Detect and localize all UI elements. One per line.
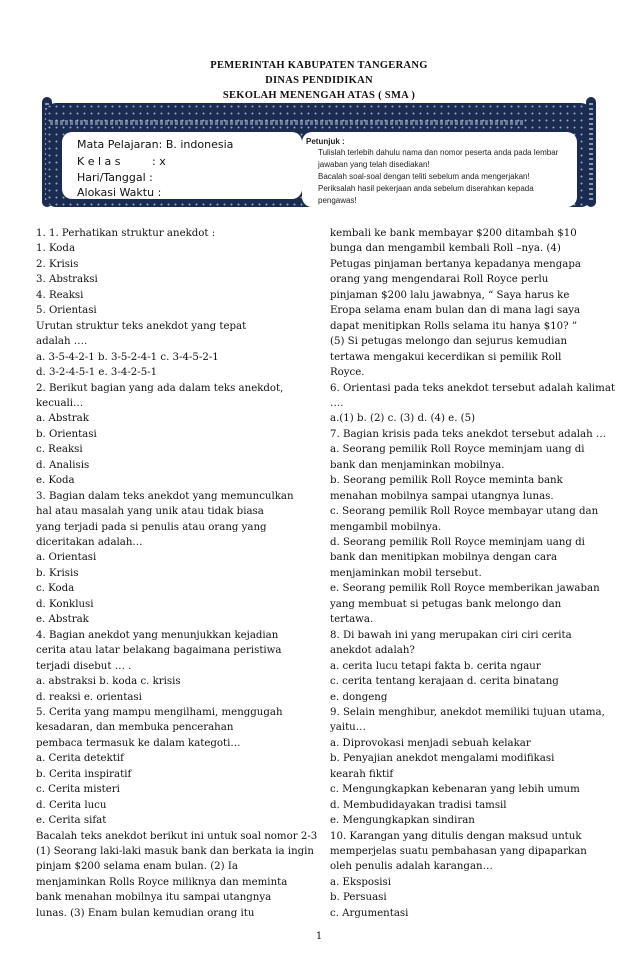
- text-line: c. Cerita misteri: [36, 784, 120, 796]
- text-line: d. Analisis: [36, 459, 90, 471]
- text-line: a. Eksposisi: [330, 876, 392, 888]
- text-line: b. Seorang pemilik Roll Royce meminta bank: [330, 475, 563, 487]
- text-line: Eropa selama enam bulan dan di mana lagi saya: [330, 305, 581, 317]
- text-line: c. cerita tentang kerajaan d. cerita binatang: [330, 676, 559, 688]
- text-line: d. Membudidayakan tradisi tamsil: [330, 799, 507, 811]
- text-line: pinjam $200 selama enam bulan. (2) Ia: [36, 861, 238, 873]
- time-allocation-label: Alokasi Waktu :: [77, 186, 162, 199]
- text-line: kembali ke bank membayar $200 ditambah $10: [330, 228, 577, 239]
- text-line: e. Mengungkapkan sindiran: [330, 815, 475, 827]
- class-label: K e l a s: [77, 155, 121, 168]
- text-line: kecuali…: [36, 397, 84, 409]
- text-line: anekdot adalah?: [330, 645, 415, 657]
- text-line: e. Koda: [36, 475, 75, 487]
- text-line: Urutan struktur teks anekdot yang tepat: [36, 320, 247, 332]
- text-line: d. Seorang pemilik Roll Royce meminjam uang di: [330, 537, 585, 548]
- text-line: menjaminkan Rolls Royce miliknya dan meminta: [36, 876, 288, 888]
- text-line: Bacalah teks anekdot berikut ini untuk soal nomor 2-3: [36, 830, 318, 842]
- text-line: memperjelas suatu pembahasan yang dipaparkan: [330, 846, 587, 857]
- text-line: bank menahan mobilnya itu sampai utangnya: [36, 892, 272, 904]
- text-line: menjaminkan mobil tersebut.: [330, 567, 482, 579]
- text-line: a. Abstrak: [36, 413, 89, 425]
- text-line: (5) Si petugas melongo dan sejurus kemudian: [330, 336, 568, 348]
- instruction-line: Tulislah terlebih dahulu nama dan nomor peserta anda pada lembar: [318, 148, 559, 157]
- text-line: yaitu…: [330, 722, 366, 734]
- text-line: b. Krisis: [36, 567, 79, 579]
- text-line: orang yang mengendarai Roll Royce perlu: [330, 274, 549, 286]
- text-line: c. Reaksi: [36, 444, 83, 456]
- text-line: 9. Selain menghibur, anekdot memiliki tujuan utama,: [330, 706, 605, 718]
- text-line: 2. Krisis: [36, 258, 79, 270]
- text-line: d. 3-2-4-5-1 e. 3-4-2-5-1: [36, 367, 158, 379]
- instructions-title: Petunjuk :: [306, 137, 345, 146]
- text-line: 4. Bagian anekdot yang menunjukkan kejadian: [36, 629, 279, 641]
- text-line: adalah ….: [36, 336, 88, 348]
- text-line: d. reaksi e. orientasi: [36, 691, 142, 703]
- page-number: 1: [315, 931, 323, 942]
- date-label: Hari/Tanggal :: [77, 171, 153, 184]
- text-line: c. Mengungkapkan kebenaran yang lebih umum: [330, 784, 580, 796]
- text-line: Royce.: [330, 367, 365, 379]
- text-line: b. Orientasi: [36, 428, 97, 440]
- text-line: yang membuat si petugas bank melongo dan: [330, 598, 562, 610]
- text-line: bunga dan mengambil kembali Roll –nya. (4): [330, 243, 561, 255]
- text-line: b. Cerita inspiratif: [36, 768, 132, 780]
- text-line: 10. Karangan yang ditulis dengan maksud untuk: [330, 830, 582, 842]
- text-line: yang terjadi pada si penulis atau orang yang: [36, 521, 267, 533]
- text-line: a.(1) b. (2) c. (3) d. (4) e. (5): [330, 413, 476, 425]
- text-line: bank dan menitipkan mobilnya dengan cara: [330, 552, 558, 564]
- text-line: pembaca termasuk ke dalam kategoti…: [36, 737, 241, 749]
- text-line: kesadaran, dan membuka pencerahan: [36, 722, 234, 734]
- text-line: 7. Bagian krisis pada teks anekdot tersebut adalah …: [330, 428, 607, 440]
- instruction-line: jawaban yang telah disediakan!: [318, 160, 430, 169]
- text-line: tertawa mengakui kecerdikan si pemilik Roll: [330, 351, 562, 363]
- text-line: a. 3-5-4-2-1 b. 3-5-2-4-1 c. 3-4-5-2-1: [36, 351, 219, 363]
- text-line: 5. Orientasi: [36, 305, 97, 317]
- text-line: oleh penulis adalah karangan…: [330, 861, 493, 873]
- text-line: pinjaman $200 lalu jawabnya, “ Saya harus ke: [330, 289, 570, 301]
- subject-label: Mata Pelajaran: B. indonesia: [77, 138, 234, 151]
- text-line: a. Seorang pemilik Roll Royce meminjam uang di: [330, 444, 585, 456]
- header-line-3: SEKOLAH MENENGAH ATAS ( SMA ): [222, 90, 416, 101]
- text-line: lunas. (3) Enam bulan kemudian orang itu: [36, 907, 255, 919]
- text-line: cerita atau latar belakang bagaimana peristiwa: [36, 645, 282, 657]
- instruction-line: Bacalah soal-soal dengan teliti sebelum anda mengerjakan!: [318, 172, 530, 181]
- instruction-line: pengawas!: [318, 196, 357, 205]
- instruction-line: Periksalah hasil pekerjaan anda sebelum diserahkan kepada: [318, 184, 534, 193]
- text-line: 2. Berikut bagian yang ada dalam teks anekdot,: [36, 382, 284, 394]
- text-line: d. Cerita lucu: [36, 799, 107, 811]
- text-line: a. abstraksi b. koda c. krisis: [36, 676, 181, 688]
- banner-decorative-line: [50, 120, 525, 125]
- text-line: bank dan menjaminkan mobilnya.: [330, 459, 505, 471]
- text-line: Petugas pinjaman bertanya kepadanya mengapa: [330, 258, 581, 270]
- text-line: hal atau masalah yang unik atau tidak biasa: [36, 506, 264, 518]
- text-line: d. Konklusi: [36, 598, 94, 610]
- text-line: a. Orientasi: [36, 552, 97, 564]
- text-line: tertawa.: [330, 614, 374, 626]
- text-line: e. Abstrak: [36, 614, 89, 626]
- text-line: 8. Di bawah ini yang merupakan ciri ciri cerita: [330, 629, 572, 641]
- text-line: menahan mobilnya sampai utangnya lunas.: [330, 490, 554, 502]
- text-line: 3. Abstraksi: [36, 274, 98, 286]
- header-line-1: PEMERINTAH KABUPATEN TANGERANG: [210, 60, 428, 71]
- text-line: dapat menitipkan Rolls selama itu hanya $10? ”: [330, 320, 578, 332]
- text-line: a. Diprovokasi menjadi sebuah kelakar: [330, 737, 531, 749]
- text-line: 1. 1. Perhatikan struktur anekdot :: [36, 228, 216, 239]
- text-line: terjadi disebut … .: [36, 660, 132, 672]
- text-line: b. Penyajian anekdot mengalami modifikasi: [330, 753, 555, 765]
- text-line: e. Cerita sifat: [36, 815, 107, 827]
- text-line: (1) Seorang laki-laki masuk bank dan berkata ia ingin: [36, 846, 314, 857]
- text-line: diceritakan adalah…: [36, 537, 143, 548]
- text-line: 3. Bagian dalam teks anekdot yang memunculkan: [36, 490, 294, 502]
- text-line: 4. Reaksi: [36, 289, 84, 301]
- text-line: 6. Orientasi pada teks anekdot tersebut adalah kalimat: [330, 382, 615, 394]
- text-line: 1. Koda: [36, 243, 76, 255]
- header-line-2: DINAS PENDIDIKAN: [265, 75, 373, 86]
- text-line: ….: [330, 397, 344, 409]
- text-line: a. cerita lucu tetapi fakta b. cerita ngaur: [330, 660, 541, 672]
- text-line: 5. Cerita yang mampu mengilhami, menggugah: [36, 706, 283, 718]
- text-line: b. Persuasi: [330, 892, 387, 904]
- text-line: mengambil mobilnya.: [330, 521, 442, 533]
- text-line: c. Argumentasi: [330, 907, 409, 919]
- scroll-cap-right: [586, 97, 596, 207]
- text-line: e. Seorang pemilik Roll Royce memberikan jawaban: [330, 583, 600, 595]
- text-line: c. Seorang pemilik Roll Royce membayar utang dan: [330, 506, 599, 518]
- text-line: kearah fiktif: [330, 768, 394, 780]
- text-line: e. dongeng: [330, 691, 388, 703]
- text-line: c. Koda: [36, 583, 75, 595]
- class-value: : x: [152, 155, 166, 168]
- text-line: a. Cerita detektif: [36, 753, 124, 765]
